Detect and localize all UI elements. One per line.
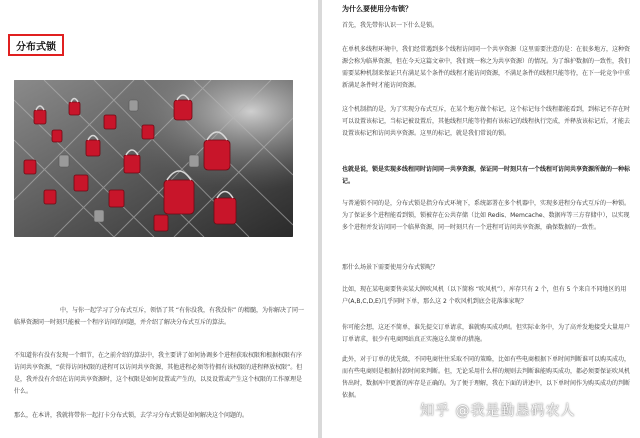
right-paragraph-1: 首先，我先带你认识一下什么是锁。 [342,22,439,29]
right-paragraph-2: 在单机多线程环境中，我们经常遇到多个线程访问同一个共享资源（这里需要注意的是：在很多地方，这种资源会称为临界资源，但在今天这篇文章中，我们统一称之为共享资源）的情况。为了维护数据的一致性，我们需要某种机制来保证只有满足某个条件的线程才能访问资源，不满足条件的线程只能等待，在下一轮竞争中重新满足条件时才能访问资源。 [342,46,631,89]
left-paragraph-3: 那么，在本讲，我就将带你一起打卡分布式锁，去学习分布式锁是如何解决这个问题的。 [14,412,249,419]
right-paragraph-8: 你可能会想，这还不简单，谁先提交订单请求，谁就购买成功呗。但实际业务中，为了高并发地接受大量用户订单请求，很少有电商网站真正实施这么简单的措施。 [342,324,631,343]
right-heading: 为什么要使用分布锁？ [342,5,412,13]
right-paragraph-4: 也就是说，锁是实现多线程同时访问同一共享资源，保证同一时刻只有一个线程可访问共享资源所做的一种标记。 [342,166,631,185]
section-title: 分布式锁 [16,41,56,53]
padlocks-photo [14,80,293,237]
right-paragraph-6: 那什么场景下需要使用分布式锁呢？ [342,264,439,271]
right-page [322,0,640,438]
right-paragraph-7: 比如，现在某电商要售卖某大牌吹风机（以下简称 “吹风机”），库存只有 2 个，但有 5 个来自不同地区的用户(A,B,C,D,E)几乎同时下单，那么这 2 个吹风机到底会花落谁家呢？ [342,286,627,305]
section-title-box [8,34,64,56]
left-paragraph-1: 中，与你一起学习了分布式互斥，领悟了其 “有你没我，有我没你” 的精髓，为你解决了同一临界资源同一时刻只能被一个程序访问的问题，并介绍了解决分布式互斥的算法。 [14,307,305,326]
padlocks-image [14,80,293,237]
right-paragraph-9: 此外，对于订单的优先级，不同电商往往采取不同的策略，比如有些电商根据下单时间判断谁可以购买成功，而有些电商则是根据付款时间来判断。但，无论采用什么样的规则去判断谁能购买成功，都必须要保证吹风机售出时，数据库中更新的库存是正确的。为了便于理解，我在下面的讲述中，以下单时间作为购买成功的判断依据。 [342,356,631,399]
right-paragraph-3: 这个机制指的是，为了实现分布式互斥，在某个地方做个标记，这个标记每个线程都能看到，到标记不存在时可以设置该标记，当标记被设置后，其他线程只能等待拥有该标记的线程执行完成，并释放该标记后，才能去设置该标记和访问共享资源。这里的标记，就是我们常说的锁。 [342,106,631,137]
right-paragraph-5: 与普通锁不同的是，分布式锁是指分布式环境下，系统部署在多个机器中，实现多进程分布式互斥的一种锁。为了保证多个进程能看到锁，锁被存在公共存储（比如 Redis、Memcache、数据库等三方存储中），以实现多个进程并发访问同一个临界资源，同一时刻只有一个进程可访问共享资源，确保数据的一致性。 [342,200,631,231]
zhihu-watermark: 知乎 @我是勤恳码农人 [420,403,576,419]
left-paragraph-2: 不知道你有没有发现一个细节，在之前介绍的算法中，我主要讲了如何协调多个进程获取权限和根据权限有序访问共享资源，“获得访问权限的进程可以访问共享资源，其他进程必须等待拥有该权限的进程释放权限”。但是，我并没有介绍在访问共享资源时，这个权限是如何设置或产生的，以及设置或产生这个权限的工作原理是什么。 [14,352,303,395]
left-page [0,0,318,438]
